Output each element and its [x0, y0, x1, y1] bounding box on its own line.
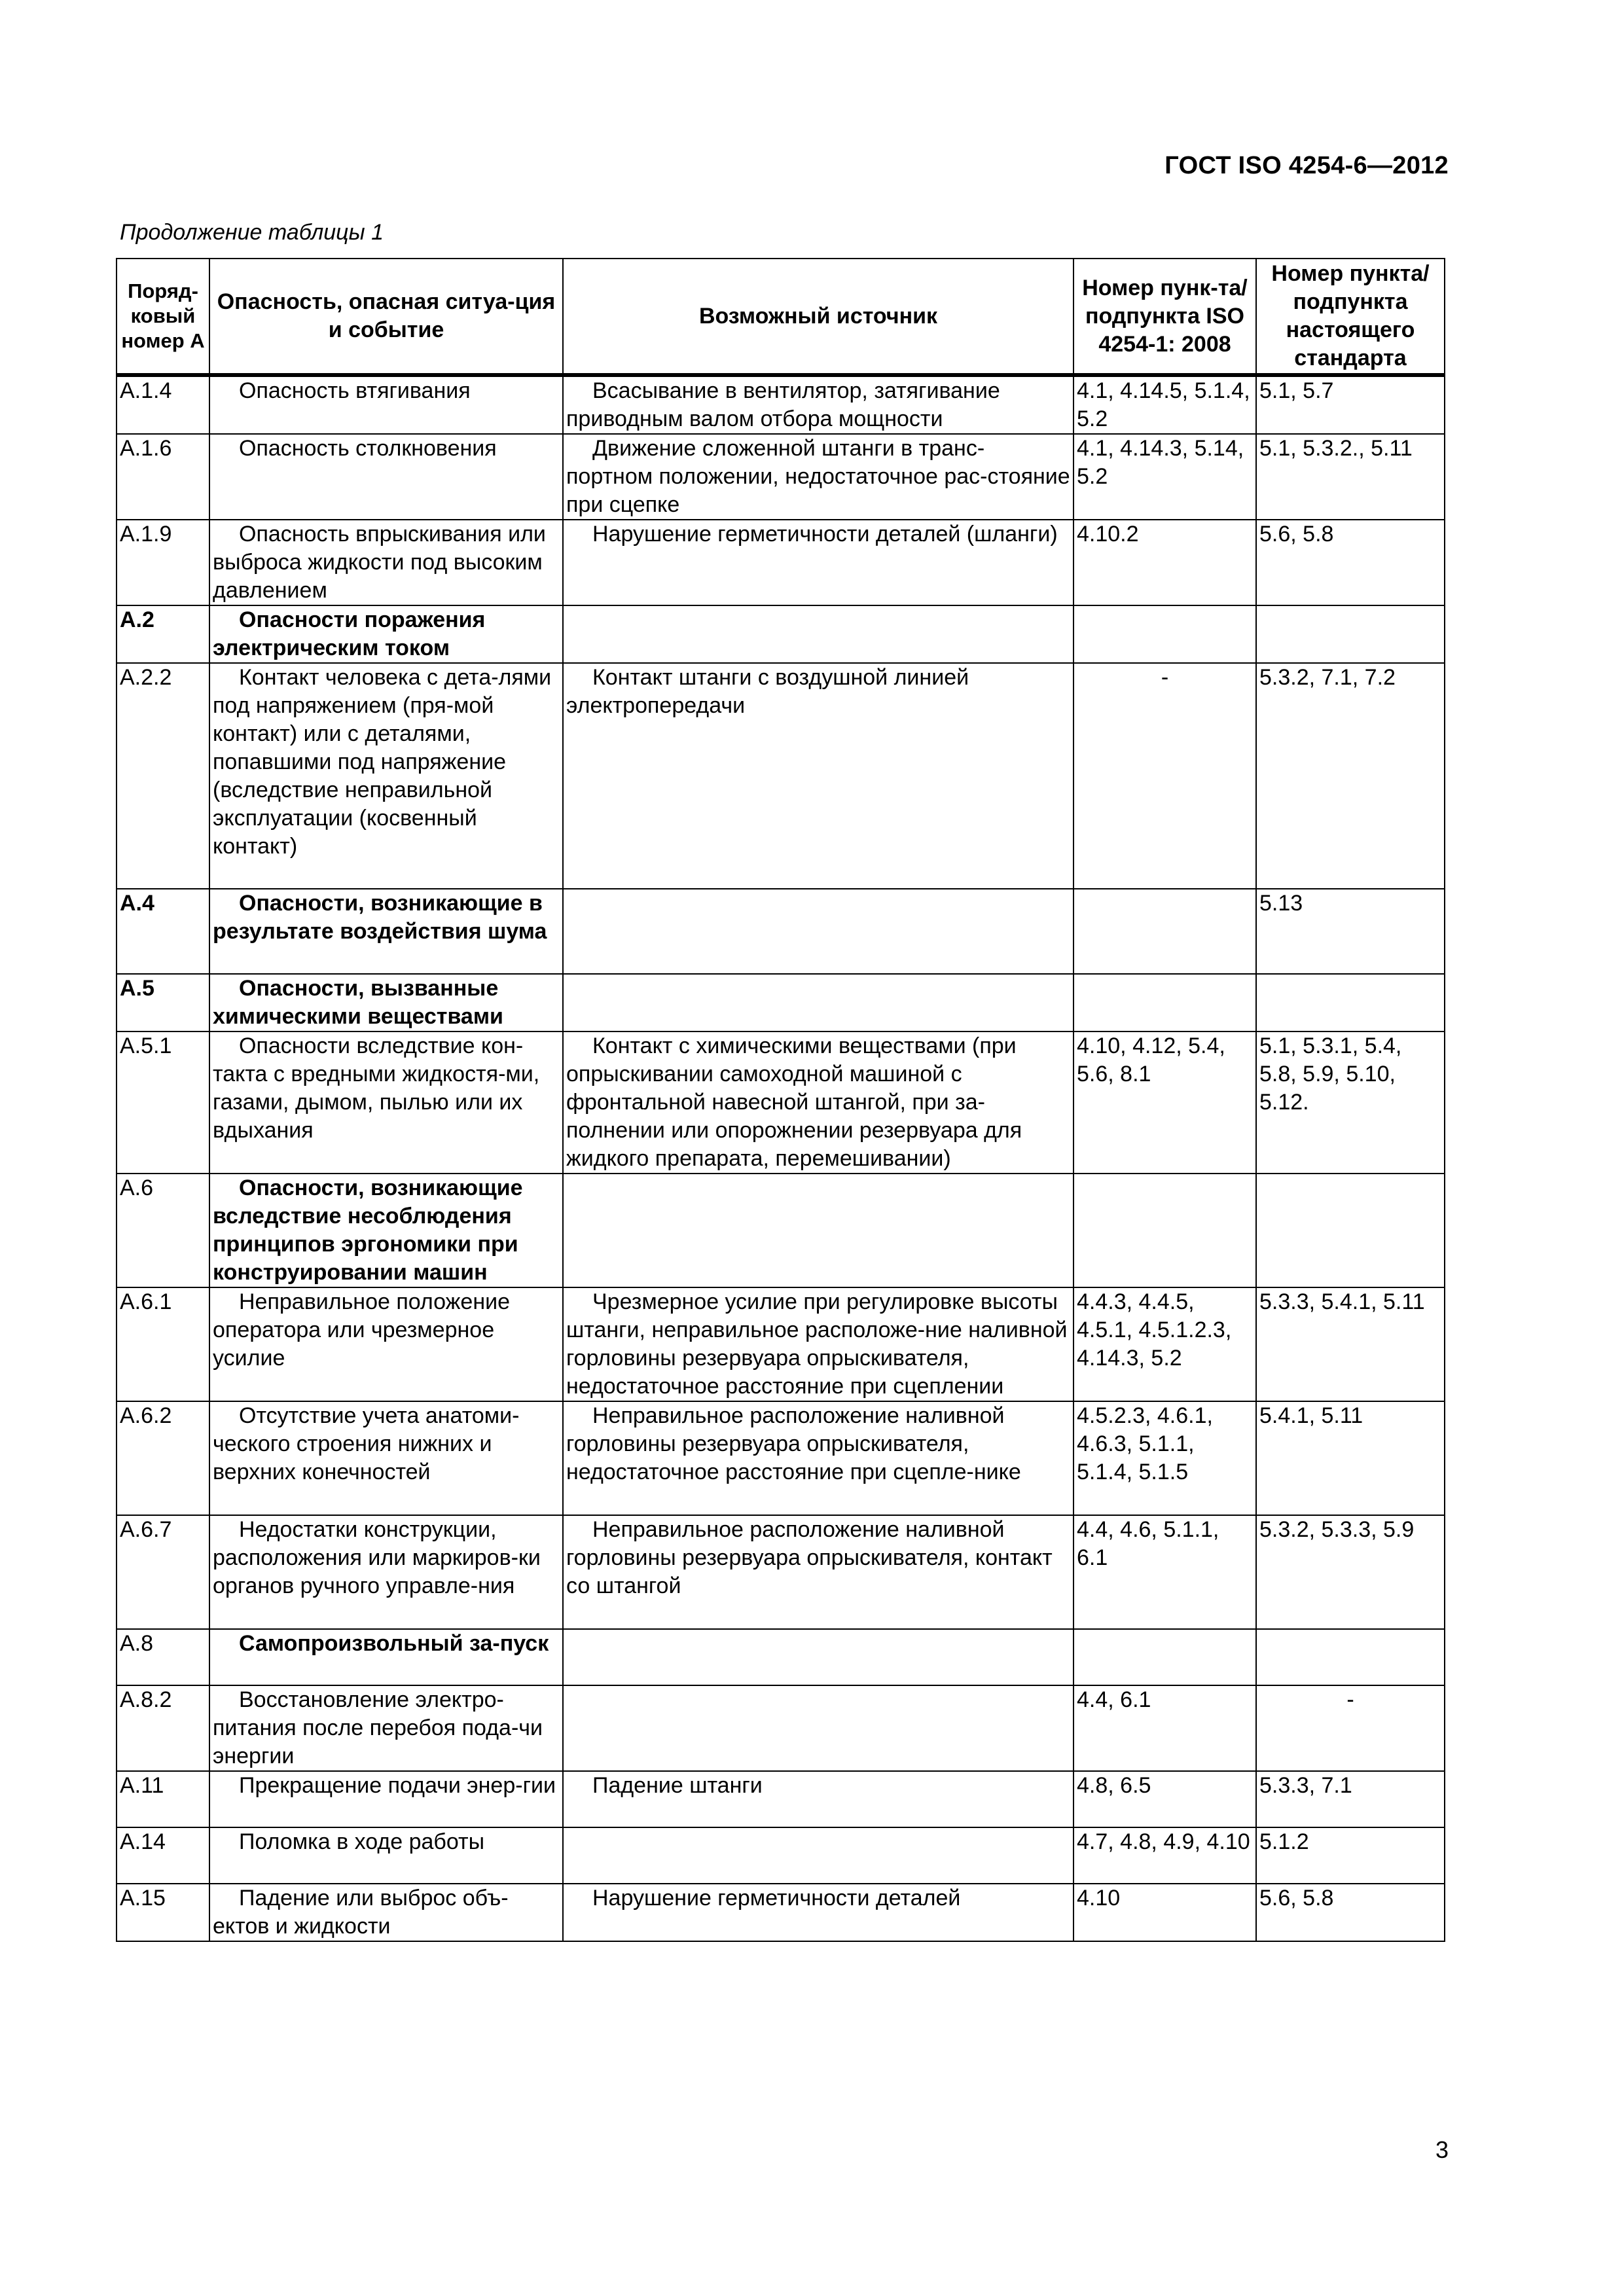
cell-standard-clause — [1256, 1174, 1445, 1287]
column-header-number: Поряд-ковый номер А — [117, 259, 209, 375]
cell-hazard: Опасности поражения электрическим током — [209, 605, 563, 663]
cell-source — [563, 1685, 1074, 1771]
cell-standard-clause — [1256, 1629, 1445, 1685]
cell-number: A.5 — [117, 974, 209, 1031]
cell-number: A.15 — [117, 1884, 209, 1941]
table-row — [117, 889, 1445, 974]
cell-source: Падение штанги — [563, 1771, 1074, 1827]
cell-hazard: Опасность столкновения — [209, 434, 563, 520]
page-number: 3 — [1435, 2136, 1449, 2163]
column-header-standard-clause: Номер пункта/ подпункта настоящего стандарта — [1256, 259, 1445, 375]
cell-iso-clause — [1074, 889, 1256, 974]
cell-standard-clause: 5.6, 5.8 — [1256, 520, 1445, 605]
cell-hazard: Опасность впрыскивания или выброса жидкости под высоким давлением — [209, 520, 563, 605]
cell-hazard: Недостатки конструкции, расположения или маркиров-ки органов ручного управле-ния — [209, 1515, 563, 1629]
table-row — [117, 1174, 1445, 1287]
cell-standard-clause: 5.3.3, 7.1 — [1256, 1771, 1445, 1827]
cell-iso-clause: 4.4.3, 4.4.5, 4.5.1, 4.5.1.2.3, 4.14.3, 5.2 — [1074, 1287, 1256, 1401]
table-row — [117, 1685, 1445, 1771]
cell-number: A.1.4 — [117, 375, 209, 434]
document-code: ГОСТ ISO 4254-6—2012 — [1164, 152, 1449, 179]
cell-standard-clause — [1256, 605, 1445, 663]
cell-standard-clause: 5.1.2 — [1256, 1827, 1445, 1884]
cell-hazard: Восстановление электро-питания после перебоя пода-чи энергии — [209, 1685, 563, 1771]
cell-standard-clause: 5.3.2, 5.3.3, 5.9 — [1256, 1515, 1445, 1629]
cell-source — [563, 605, 1074, 663]
cell-number: A.1.6 — [117, 434, 209, 520]
cell-source: Неправильное расположение наливной горловины резервуара опрыскивателя, контакт со штангой — [563, 1515, 1074, 1629]
table-row — [117, 375, 1445, 434]
cell-standard-clause: 5.1, 5.7 — [1256, 375, 1445, 434]
table-row — [117, 520, 1445, 605]
cell-number: A.4 — [117, 889, 209, 974]
cell-iso-clause: 4.5.2.3, 4.6.1, 4.6.3, 5.1.1, 5.1.4, 5.1.5 — [1074, 1401, 1256, 1515]
cell-standard-clause: 5.4.1, 5.11 — [1256, 1401, 1445, 1515]
cell-hazard: Падение или выброс объ-ектов и жидкости — [209, 1884, 563, 1941]
cell-source: Всасывание в вентилятор, затягивание приводным валом отбора мощности — [563, 375, 1074, 434]
table-row — [117, 1287, 1445, 1401]
cell-iso-clause: 4.1, 4.14.3, 5.14, 5.2 — [1074, 434, 1256, 520]
column-header-source: Возможный источник — [563, 259, 1074, 375]
cell-number: A.5.1 — [117, 1031, 209, 1174]
cell-hazard: Прекращение подачи энер-гии — [209, 1771, 563, 1827]
cell-number: A.6.7 — [117, 1515, 209, 1629]
cell-number: A.6.2 — [117, 1401, 209, 1515]
cell-standard-clause — [1256, 974, 1445, 1031]
cell-source — [563, 1629, 1074, 1685]
table-row — [117, 1884, 1445, 1941]
cell-source: Неправильное расположение наливной горловины резервуара опрыскивателя, недостаточное расстояние при сцепле-нике — [563, 1401, 1074, 1515]
cell-hazard: Опасность втягивания — [209, 375, 563, 434]
cell-iso-clause: 4.10, 4.12, 5.4, 5.6, 8.1 — [1074, 1031, 1256, 1174]
cell-standard-clause: 5.1, 5.3.2., 5.11 — [1256, 434, 1445, 520]
table-row — [117, 1827, 1445, 1884]
cell-iso-clause: 4.7, 4.8, 4.9, 4.10 — [1074, 1827, 1256, 1884]
cell-iso-clause: 4.4, 6.1 — [1074, 1685, 1256, 1771]
table-row — [117, 605, 1445, 663]
cell-standard-clause: - — [1256, 1685, 1445, 1771]
cell-hazard: Опасности, возникающие в результате воздействия шума — [209, 889, 563, 974]
table-row — [117, 434, 1445, 520]
cell-hazard: Поломка в ходе работы — [209, 1827, 563, 1884]
cell-hazard: Контакт человека с дета-лями под напряжением (пря-мой контакт) или с деталями, попавшими под напряжение (вследствие неправильной эксплуатации (косвенный контакт) — [209, 663, 563, 889]
cell-source: Нарушение герметичности деталей (шланги) — [563, 520, 1074, 605]
cell-hazard: Опасности, вызванные химическими веществами — [209, 974, 563, 1031]
column-header-iso-clause: Номер пунк-та/ подпункта ISO 4254-1: 2008 — [1074, 259, 1256, 375]
cell-source — [563, 889, 1074, 974]
cell-hazard: Опасности, возникающие вследствие несоблюдения принципов эргономики при конструировании машин — [209, 1174, 563, 1287]
cell-standard-clause: 5.3.2, 7.1, 7.2 — [1256, 663, 1445, 889]
cell-source: Контакт штанги с воздушной линией электропередачи — [563, 663, 1074, 889]
cell-source — [563, 1174, 1074, 1287]
table-header-row — [117, 259, 1445, 375]
table-row — [117, 1031, 1445, 1174]
cell-source: Чрезмерное усилие при регулировке высоты штанги, неправильное расположе-ние наливной горловины резервуара опрыскивателя, недостаточное расстояние при сцеплении — [563, 1287, 1074, 1401]
table-row — [117, 974, 1445, 1031]
cell-number: A.2.2 — [117, 663, 209, 889]
cell-iso-clause — [1074, 605, 1256, 663]
table-row — [117, 1771, 1445, 1827]
cell-source — [563, 974, 1074, 1031]
cell-iso-clause — [1074, 1629, 1256, 1685]
cell-source: Нарушение герметичности деталей — [563, 1884, 1074, 1941]
table-body — [117, 375, 1445, 1941]
cell-iso-clause: 4.8, 6.5 — [1074, 1771, 1256, 1827]
cell-number: A.11 — [117, 1771, 209, 1827]
cell-standard-clause: 5.3.3, 5.4.1, 5.11 — [1256, 1287, 1445, 1401]
cell-number: A.6.1 — [117, 1287, 209, 1401]
table-row — [117, 1629, 1445, 1685]
cell-number: A.1.9 — [117, 520, 209, 605]
cell-source — [563, 1827, 1074, 1884]
cell-iso-clause — [1074, 1174, 1256, 1287]
cell-hazard: Отсутствие учета анатоми-ческого строения нижних и верхних конечностей — [209, 1401, 563, 1515]
table-caption: Продолжение таблицы 1 — [120, 220, 384, 245]
cell-number: A.8.2 — [117, 1685, 209, 1771]
cell-source: Движение сложенной штанги в транс-портном положении, недостаточное рас-стояние при сцепке — [563, 434, 1074, 520]
cell-hazard: Неправильное положение оператора или чрезмерное усилие — [209, 1287, 563, 1401]
cell-standard-clause: 5.13 — [1256, 889, 1445, 974]
cell-number: A.6 — [117, 1174, 209, 1287]
cell-number: A.2 — [117, 605, 209, 663]
cell-iso-clause — [1074, 974, 1256, 1031]
table-row — [117, 1515, 1445, 1629]
cell-standard-clause: 5.6, 5.8 — [1256, 1884, 1445, 1941]
cell-iso-clause: 4.4, 4.6, 5.1.1, 6.1 — [1074, 1515, 1256, 1629]
cell-hazard: Самопроизвольный за-пуск — [209, 1629, 563, 1685]
table-row — [117, 663, 1445, 889]
cell-iso-clause: 4.10 — [1074, 1884, 1256, 1941]
column-header-hazard: Опасность, опасная ситуа-ция и событие — [209, 259, 563, 375]
cell-number: A.8 — [117, 1629, 209, 1685]
table-row — [117, 1401, 1445, 1515]
cell-hazard: Опасности вследствие кон-такта с вредными жидкостя-ми, газами, дымом, пылью или их вдыхания — [209, 1031, 563, 1174]
cell-iso-clause: 4.1, 4.14.5, 5.1.4, 5.2 — [1074, 375, 1256, 434]
cell-iso-clause: - — [1074, 663, 1256, 889]
cell-number: A.14 — [117, 1827, 209, 1884]
cell-source: Контакт с химическими веществами (при опрыскивании самоходной машиной с фронтальной навесной штангой, при за-полнении или опорожнении резервуара для жидкого препарата, перемешивании) — [563, 1031, 1074, 1174]
cell-iso-clause: 4.10.2 — [1074, 520, 1256, 605]
cell-standard-clause: 5.1, 5.3.1, 5.4, 5.8, 5.9, 5.10, 5.12. — [1256, 1031, 1445, 1174]
hazards-table — [116, 258, 1445, 1942]
